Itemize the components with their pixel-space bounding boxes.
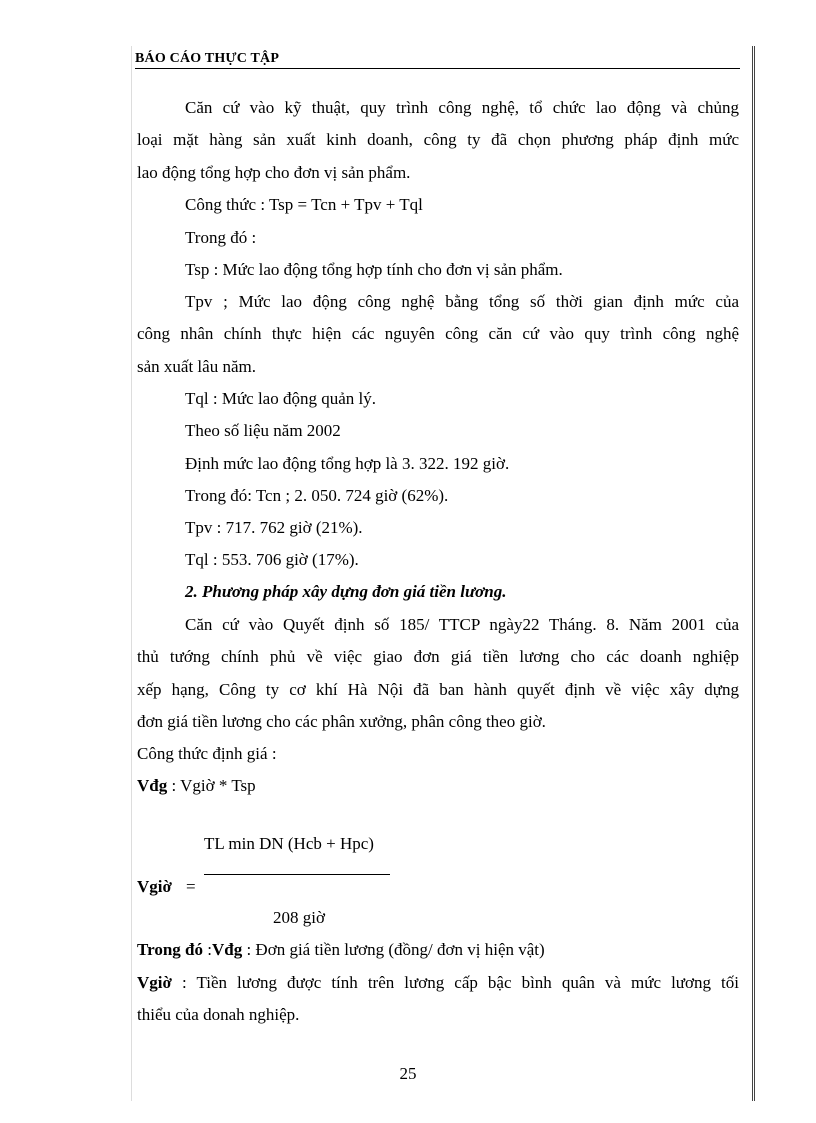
vgio-formula-label: Vgiờ [137,877,172,896]
fraction-bar [204,874,390,875]
vgio-def-line2: thiểu của donah nghiệp. [137,1005,300,1024]
para1-line3: lao động tổng hợp cho đơn vị sản phẩm. [137,163,411,182]
tpv-def-line3: sản xuất lâu năm. [137,357,256,376]
vdg-bold: Vđg [211,940,243,959]
dinh-muc-total: Định mức lao động tổng hợp là 3. 322. 192 giờ. [185,454,510,473]
formula-tsp: Công thức : Tsp = Tcn + Tpv + Tql [185,195,423,214]
colon: : [202,940,212,959]
fraction-denominator: 208 giờ [273,908,325,927]
trong-do-bold: Trong đó [137,940,203,959]
para2-line1: Căn cứ vào Quyết định số 185/ TTCP ngày22 Tháng. 8. Năm 2001 của [185,615,739,634]
fraction-numerator: TL min DN (Hcb + Hpc) [204,834,374,853]
trong-do-label: Trong đó : [185,228,257,247]
vdg-formula-rest: : Vgiờ * Tsp [167,776,256,795]
para2-line2: thủ tướng chính phủ về việc giao đơn giá tiền lương cho các doanh nghiệp [137,647,739,666]
vgio-def-text: : Tiền lương được tính trên lương cấp bậc bình quân và mức lương tối [171,973,739,992]
vdg-def-text: : Đơn giá tiền lương (đồng/ đơn vị hiện vật) [242,940,545,959]
section-title: 2. Phương pháp xây dựng đơn giá tiền lương. [185,582,507,601]
page-number: 25 [399,1064,417,1083]
para2-line4: đơn giá tiền lương cho các phân xưởng, phân công theo giờ. [137,712,546,731]
para1-line2: loại mặt hàng sản xuất kinh doanh, công ty đã chọn phương pháp định mức [137,130,739,149]
tpv-def-line2: công nhân chính thực hiện các nguyên công căn cứ vào quy trình công nghệ [137,324,739,343]
para1-line1: Căn cứ vào kỹ thuật, quy trình công nghệ, tổ chức lao động và chủng [185,98,739,117]
vgio-bold: Vgiờ [137,973,172,992]
vdg-definition [137,939,545,961]
data-intro: Theo số liệu năm 2002 [185,421,341,440]
page-header: BÁO CÁO THỰC TẬP [135,50,740,69]
formula-title: Công thức định giá : [137,744,277,763]
vdg-label: Vđg [137,776,168,795]
vdg-formula [137,775,256,797]
tql-definition: Tql : Mức lao động quản lý. [185,389,376,408]
vgio-def-line1 [137,972,739,994]
tcn-value: Trong đó: Tcn ; 2. 050. 724 giờ (62%). [185,486,449,505]
tpv-def-line1: Tpv ; Mức lao động công nghệ bằng tổng số thời gian định mức của [185,292,739,311]
tql-value: Tql : 553. 706 giờ (17%). [185,550,359,569]
equals-sign: = [186,877,196,896]
para2-line3: xếp hạng, Công ty cơ khí Hà Nội đã ban hành quyết định về việc xây dựng [137,680,739,699]
tsp-definition: Tsp : Mức lao động tổng hợp tính cho đơn vị sản phẩm. [185,260,563,279]
tpv-value: Tpv : 717. 762 giờ (21%). [185,518,363,537]
